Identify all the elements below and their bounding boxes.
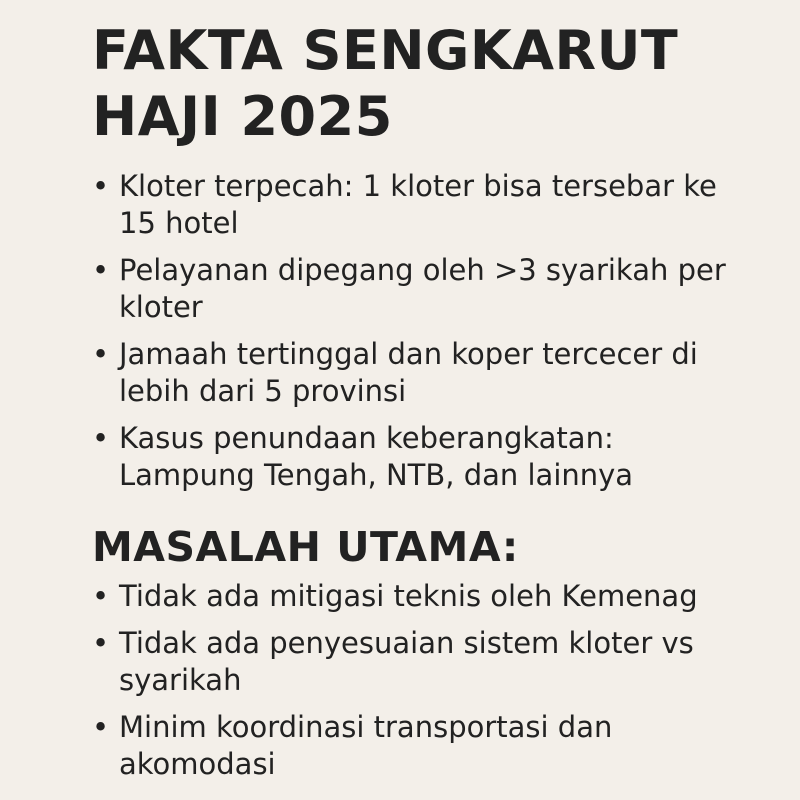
problem-text: Tidak ada penyesuaian sistem kloter vs syarikah bbox=[119, 626, 694, 697]
list-item bbox=[92, 420, 729, 494]
fact-text: Kloter terpecah: 1 kloter bisa tersebar ke 15 hotel bbox=[119, 169, 717, 240]
fact-text: Kasus penundaan keberangkatan: Lampung Tengah, NTB, dan lainnya bbox=[119, 421, 634, 492]
list-item bbox=[92, 168, 729, 242]
title-line-1: FAKTA SENGKARUT bbox=[92, 19, 679, 82]
title-line-2: HAJI 2025 bbox=[92, 85, 393, 148]
page-title bbox=[92, 18, 692, 150]
bullet-icon: • bbox=[92, 626, 110, 660]
bullet-icon: • bbox=[92, 579, 110, 613]
list-item bbox=[92, 709, 729, 783]
list-item bbox=[92, 336, 729, 410]
problem-text: Tidak ada mitigasi teknis oleh Kemenag bbox=[119, 579, 698, 613]
bullet-icon: • bbox=[92, 421, 110, 455]
bullet-icon: • bbox=[92, 337, 110, 371]
list-item bbox=[92, 625, 729, 699]
fact-text: Jamaah tertinggal dan koper tercecer di lebih dari 5 provinsi bbox=[119, 337, 698, 408]
bullet-icon: • bbox=[92, 710, 110, 744]
problems-list bbox=[92, 578, 740, 783]
list-item bbox=[92, 252, 729, 326]
problems-heading: MASALAH UTAMA: bbox=[92, 523, 519, 571]
facts-list bbox=[92, 168, 740, 494]
bullet-icon: • bbox=[92, 169, 110, 203]
problem-text: Minim koordinasi transportasi dan akomodasi bbox=[119, 710, 613, 781]
fact-text: Pelayanan dipegang oleh >3 syarikah per kloter bbox=[119, 253, 726, 324]
list-item bbox=[92, 578, 729, 615]
bullet-icon: • bbox=[92, 253, 110, 287]
